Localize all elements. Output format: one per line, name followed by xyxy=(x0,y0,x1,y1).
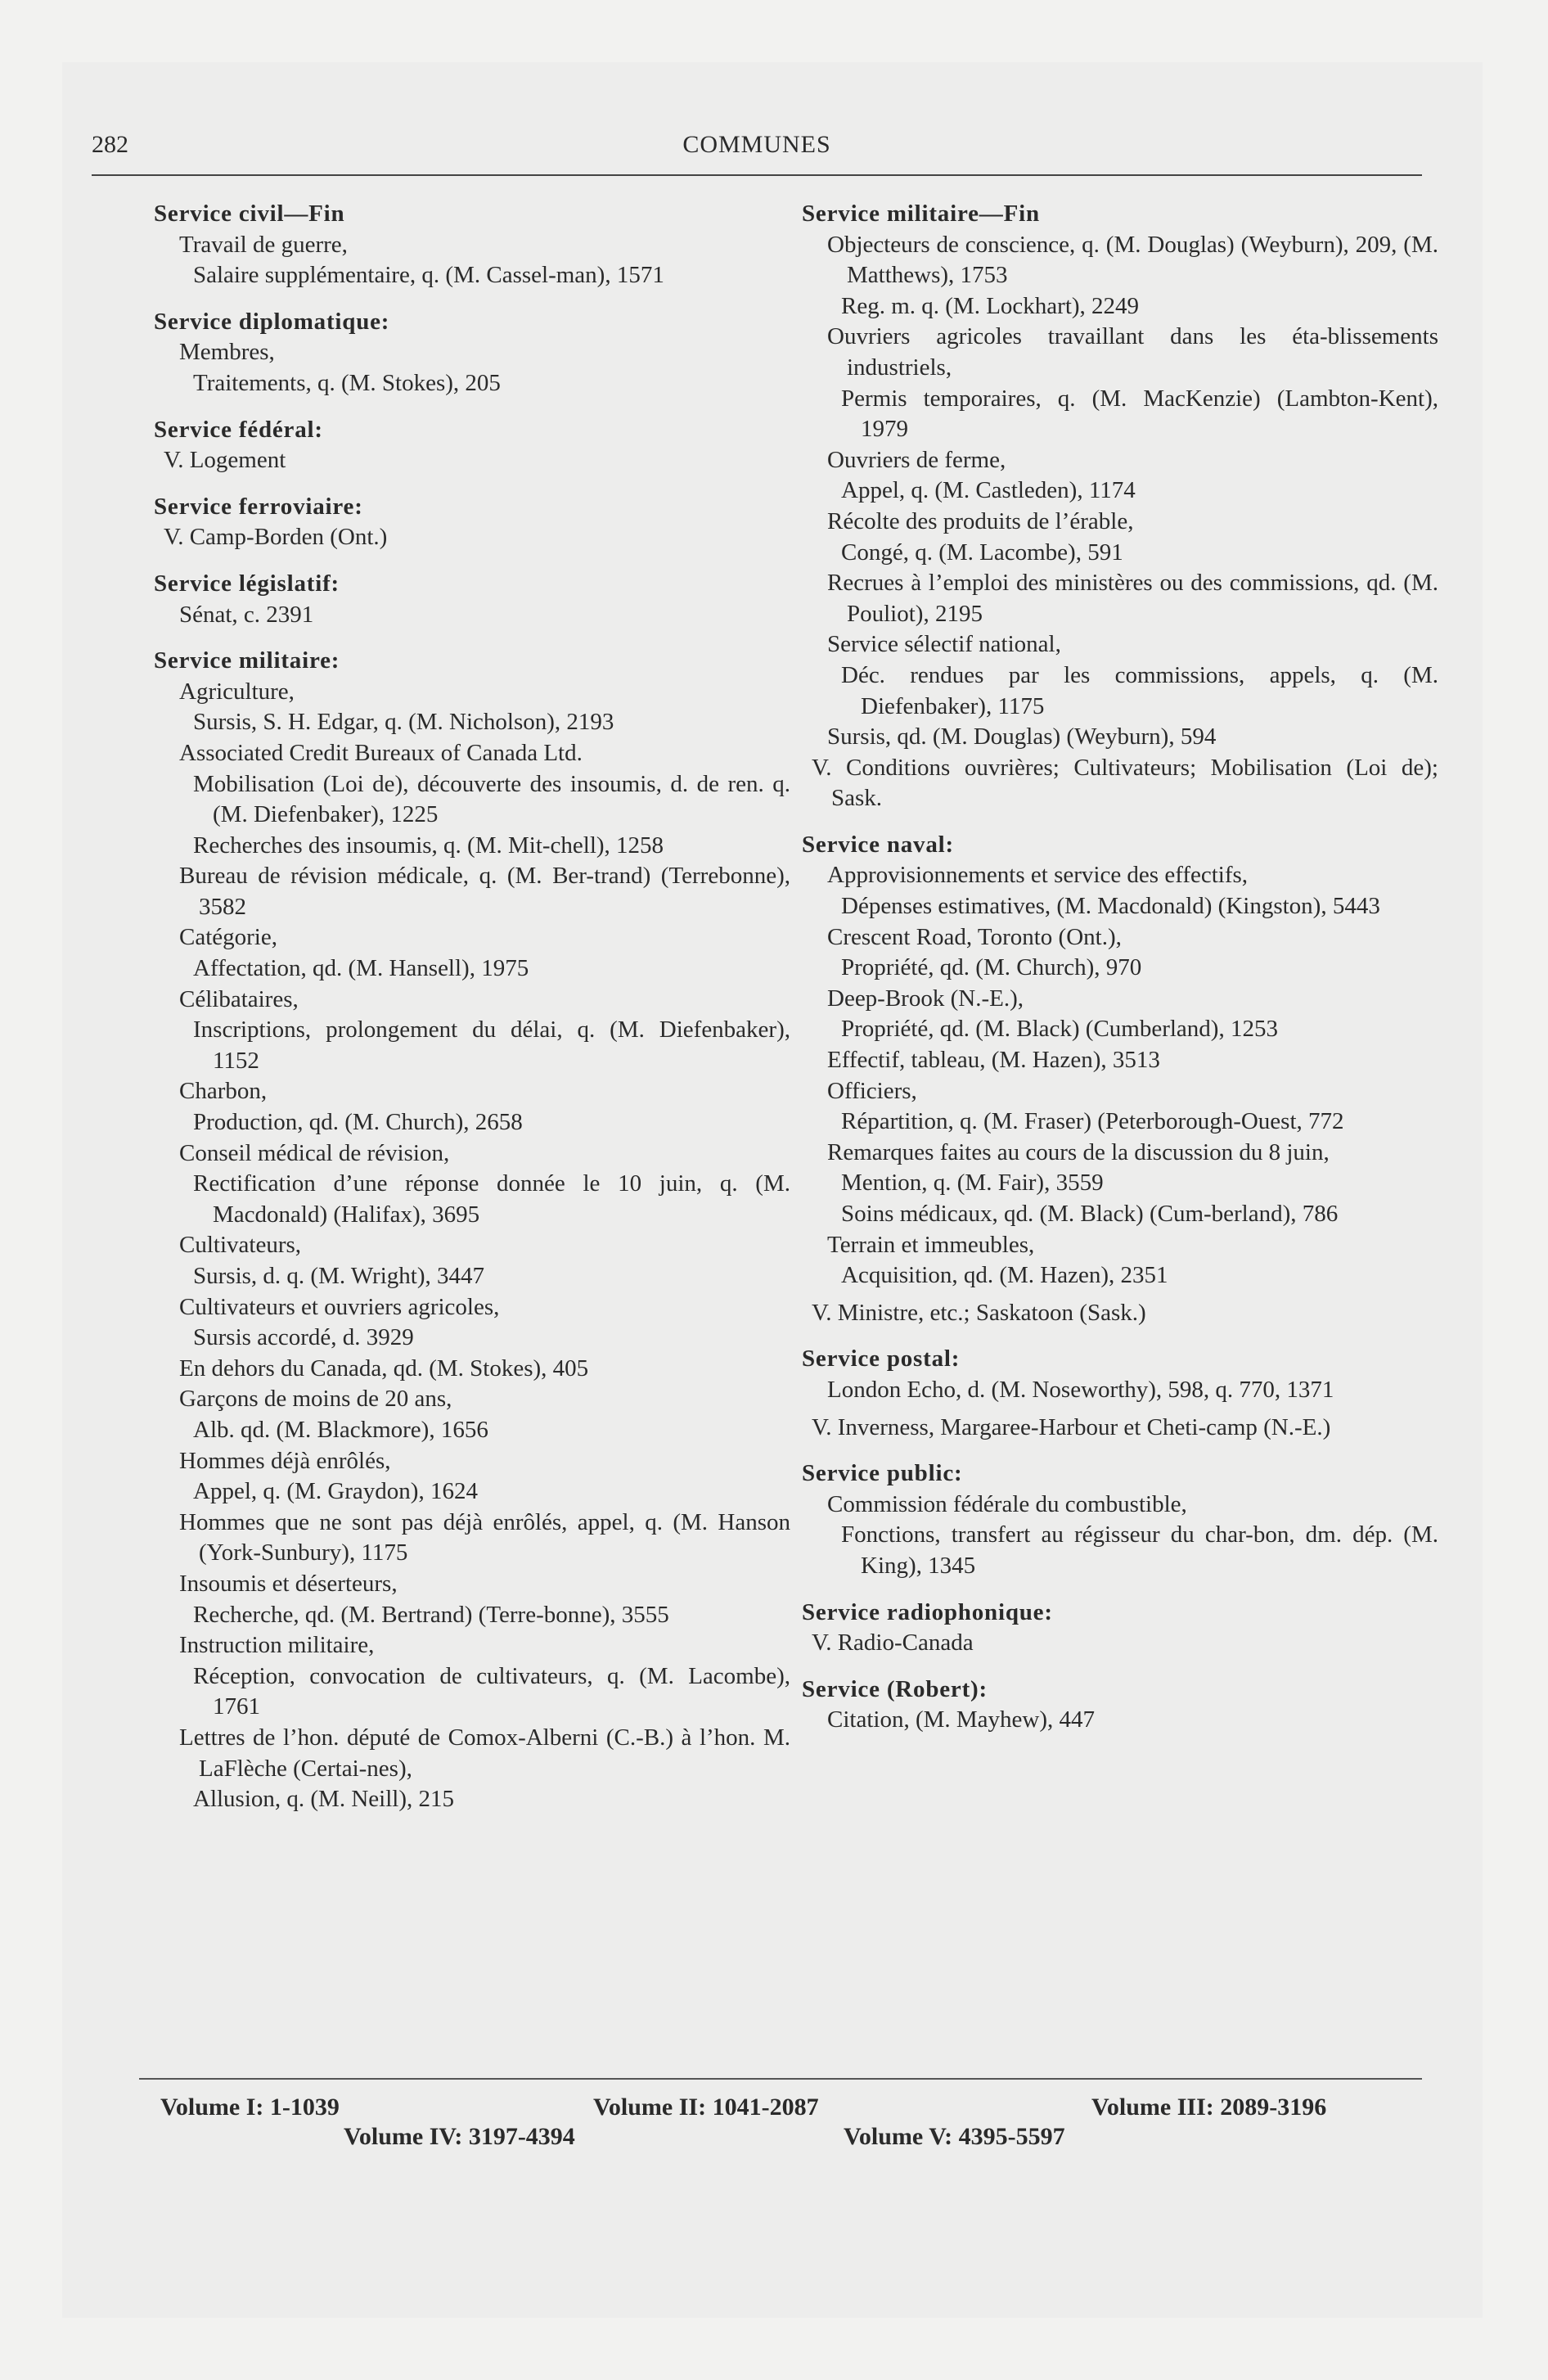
index-entry: Recherches des insoumis, q. (M. Mit-chell), 1258 xyxy=(193,832,664,859)
index-entry: En dehors du Canada, qd. (M. Stokes), 405 xyxy=(179,1355,589,1382)
index-entry: Congé, q. (M. Lacombe), 591 xyxy=(841,539,1123,566)
index-entry: Appel, q. (M. Graydon), 1624 xyxy=(193,1478,478,1505)
index-entry: Travail de guerre, xyxy=(179,231,348,258)
index-entry: Sursis, S. H. Edgar, q. (M. Nicholson), 2193 xyxy=(193,709,614,736)
volume-range: Volume III: 2089-3196 xyxy=(1091,2094,1327,2121)
index-entry: Membres, xyxy=(179,339,275,366)
index-entry: Cultivateurs, xyxy=(179,1232,302,1259)
index-entry: Citation, (M. Mayhew), 447 xyxy=(827,1706,1096,1733)
index-heading: Service législatif: xyxy=(154,570,340,597)
index-entry: Fonctions, transfert au régisseur du char-bon, dm. dép. (M. King), 1345 xyxy=(841,1521,1438,1579)
page-number: 282 xyxy=(92,131,128,158)
index-entry: Effectif, tableau, (M. Hazen), 3513 xyxy=(827,1047,1160,1074)
index-entry: V. Ministre, etc.; Saskatoon (Sask.) xyxy=(812,1299,1146,1326)
index-heading: Service militaire—Fin xyxy=(802,201,1040,227)
index-entry: Affectation, qd. (M. Hansell), 1975 xyxy=(193,955,529,982)
volume-range: Volume I: 1-1039 xyxy=(160,2094,340,2121)
volume-range: Volume II: 1041-2087 xyxy=(593,2094,819,2121)
index-heading: Service civil—Fin xyxy=(154,201,345,227)
index-entry: Cultivateurs et ouvriers agricoles, xyxy=(179,1293,500,1320)
index-heading: Service radiophonique: xyxy=(802,1598,1053,1625)
index-entry: Recrues à l’emploi des ministères ou des commissions, qd. (M. Pouliot), 2195 xyxy=(827,570,1438,627)
index-entry: Insoumis et déserteurs, xyxy=(179,1570,398,1597)
index-heading: Service ferroviaire: xyxy=(154,493,363,520)
index-entry: Officiers, xyxy=(827,1077,917,1104)
index-heading: Service (Robert): xyxy=(802,1675,988,1702)
index-entry: Permis temporaires, q. (M. MacKenzie) (Lambton-Kent), 1979 xyxy=(841,385,1438,443)
index-entry: Charbon, xyxy=(179,1078,268,1105)
index-entry: Lettres de l’hon. député de Comox-Alberni (C.-B.) à l’hon. M. LaFlèche (Certai-nes), xyxy=(179,1724,790,1782)
index-heading: Service militaire: xyxy=(154,647,340,674)
index-heading: Service naval: xyxy=(802,831,954,858)
index-entry: Rectification d’une réponse donnée le 10 juin, q. (M. Macdonald) (Halifax), 3695 xyxy=(193,1170,790,1228)
index-entry: Agriculture, xyxy=(179,678,295,705)
index-entry: Mention, q. (M. Fair), 3559 xyxy=(841,1170,1104,1197)
volume-range: Volume V: 4395-5597 xyxy=(844,2123,1065,2150)
index-entry: Sursis, qd. (M. Douglas) (Weyburn), 594 xyxy=(827,723,1217,751)
page-header xyxy=(92,131,1422,164)
index-entry: Allusion, q. (M. Neill), 215 xyxy=(193,1786,454,1813)
index-heading: Service diplomatique: xyxy=(154,308,390,335)
left-column xyxy=(154,199,790,1815)
index-entry: Catégorie, xyxy=(179,924,277,951)
right-column xyxy=(802,199,1438,1736)
index-entry: Commission fédérale du combustible, xyxy=(827,1490,1187,1517)
index-entry: Conseil médical de révision, xyxy=(179,1139,450,1166)
index-entry: V. Inverness, Margaree-Harbour et Cheti-camp (N.-E.) xyxy=(812,1413,1331,1440)
index-entry: Salaire supplémentaire, q. (M. Cassel-man), 1571 xyxy=(193,262,664,289)
index-entry: Répartition, q. (M. Fraser) (Peterborough-Ouest, 772 xyxy=(841,1108,1344,1135)
index-entry: Approvisionnements et service des effectifs, xyxy=(827,862,1249,889)
index-entry: Récolte des produits de l’érable, xyxy=(827,507,1134,534)
index-entry: Acquisition, qd. (M. Hazen), 2351 xyxy=(841,1262,1168,1289)
index-entry: Production, qd. (M. Church), 2658 xyxy=(193,1109,523,1136)
index-entry: Terrain et immeubles, xyxy=(827,1231,1035,1258)
index-heading: Service postal: xyxy=(802,1346,961,1373)
index-entry: Instruction militaire, xyxy=(179,1632,375,1659)
index-entry: Bureau de révision médicale, q. (M. Ber-trand) (Terrebonne), 3582 xyxy=(179,863,790,920)
running-head: COMMUNES xyxy=(682,131,831,158)
volume-range: Volume IV: 3197-4394 xyxy=(344,2123,575,2150)
index-heading: Service public: xyxy=(802,1460,963,1487)
index-entry: Appel, q. (M. Castleden), 1174 xyxy=(841,477,1136,504)
index-entry: V. Camp-Borden (Ont.) xyxy=(164,524,388,551)
index-entry: Crescent Road, Toronto (Ont.), xyxy=(827,923,1122,950)
index-entry: Traitements, q. (M. Stokes), 205 xyxy=(193,369,501,396)
index-entry: Objecteurs de conscience, q. (M. Douglas) (Weyburn), 209, (M. Matthews), 1753 xyxy=(827,231,1438,289)
index-entry: Réception, convocation de cultivateurs, q. (M. Lacombe), 1761 xyxy=(193,1662,790,1720)
index-entry: Célibataires, xyxy=(179,985,299,1012)
index-entry: V. Logement xyxy=(164,447,286,474)
index-entry: Deep-Brook (N.-E.), xyxy=(827,985,1024,1012)
index-entry: Reg. m. q. (M. Lockhart), 2249 xyxy=(841,292,1140,319)
index-entry: Service sélectif national, xyxy=(827,631,1061,658)
index-entry: V. Radio-Canada xyxy=(812,1629,974,1657)
index-entry: Ouvriers agricoles travaillant dans les éta-blissements industriels, xyxy=(827,323,1438,381)
index-entry: Remarques faites au cours de la discussion du 8 juin, xyxy=(827,1138,1330,1165)
index-entry: Propriété, qd. (M. Church), 970 xyxy=(841,954,1142,981)
index-entry: Déc. rendues par les commissions, appels, q. (M. Diefenbaker), 1175 xyxy=(841,661,1438,719)
index-entry: Garçons de moins de 20 ans, xyxy=(179,1386,452,1413)
index-entry: V. Conditions ouvrières; Cultivateurs; Mobilisation (Loi de); Sask. xyxy=(812,754,1438,812)
index-entry: Sursis, d. q. (M. Wright), 3447 xyxy=(193,1263,484,1289)
index-entry: Recherche, qd. (M. Bertrand) (Terre-bonne), 3555 xyxy=(193,1601,669,1628)
index-entry: London Echo, d. (M. Noseworthy), 598, q. 770, 1371 xyxy=(827,1376,1334,1403)
index-entry: Soins médicaux, qd. (M. Black) (Cum-berland), 786 xyxy=(841,1201,1339,1227)
index-entry: Sursis accordé, d. 3929 xyxy=(193,1324,414,1351)
index-entry: Dépenses estimatives, (M. Macdonald) (Kingston), 5443 xyxy=(841,893,1380,920)
index-entry: Inscriptions, prolongement du délai, q. (M. Diefenbaker), 1152 xyxy=(193,1016,790,1074)
index-entry: Propriété, qd. (M. Black) (Cumberland), 1253 xyxy=(841,1016,1278,1043)
index-entry: Hommes que ne sont pas déjà enrôlés, appel, q. (M. Hanson (York-Sunbury), 1175 xyxy=(179,1508,790,1566)
header-rule xyxy=(92,174,1422,176)
index-entry: Hommes déjà enrôlés, xyxy=(179,1447,391,1474)
footer-rule xyxy=(139,2078,1422,2080)
index-heading: Service fédéral: xyxy=(154,416,323,443)
index-entry: Ouvriers de ferme, xyxy=(827,446,1006,473)
index-entry: Mobilisation (Loi de), découverte des insoumis, d. de ren. q. (M. Diefenbaker), 1225 xyxy=(193,770,790,828)
index-entry: Associated Credit Bureaux of Canada Ltd. xyxy=(179,739,583,766)
index-entry: Alb. qd. (M. Blackmore), 1656 xyxy=(193,1416,488,1443)
index-entry: Sénat, c. 2391 xyxy=(179,601,314,628)
